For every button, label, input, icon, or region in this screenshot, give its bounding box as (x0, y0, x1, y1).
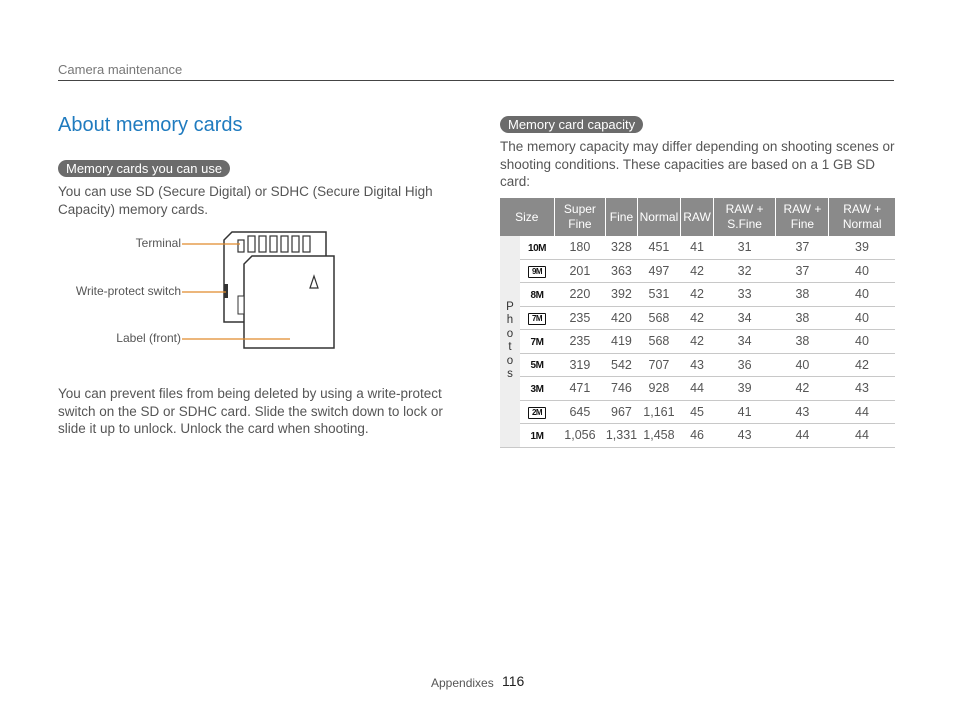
row-group-letter: h (506, 314, 514, 327)
page-title: About memory cards (58, 114, 243, 136)
capacity-cell: 645 (554, 400, 606, 424)
table-row (500, 424, 895, 448)
capacity-cell: 707 (637, 353, 681, 377)
callout-label-front: Label (front) (116, 331, 181, 345)
capacity-cell: 40 (829, 259, 895, 283)
capacity-cell: 928 (637, 377, 681, 401)
table-row (500, 283, 895, 307)
capacity-cell: 201 (554, 259, 606, 283)
capacity-cell: 180 (554, 236, 606, 259)
capacity-cell: 319 (554, 353, 606, 377)
capacity-cell: 42 (681, 306, 714, 330)
capacity-cell: 42 (681, 259, 714, 283)
table-row (500, 236, 895, 259)
capacity-cell: 235 (554, 306, 606, 330)
table-row (500, 330, 895, 354)
row-group-letter: s (507, 368, 513, 381)
intro-paragraph: You can use SD (Secure Digital) or SDHC (Secure Digital High Capacity) memory cards. (58, 184, 433, 217)
capacity-cell: 392 (606, 283, 637, 307)
capacity-cell: 40 (829, 283, 895, 307)
size-cell (520, 353, 554, 377)
capacity-cell: 451 (637, 236, 681, 259)
capacity-cell: 1,056 (554, 424, 606, 448)
page-number: 116 (502, 673, 525, 689)
row-group-letter: o (506, 354, 514, 367)
capacity-cell: 38 (776, 306, 829, 330)
resolution-7m-icon: 7M (530, 336, 544, 348)
size-cell (520, 400, 554, 424)
capacity-cell: 42 (681, 330, 714, 354)
capacity-cell: 1,331 (606, 424, 637, 448)
capacity-cell: 419 (606, 330, 637, 354)
sd-card-illustration (180, 226, 340, 356)
subsection-pill-card-capacity: Memory card capacity (500, 116, 643, 133)
col-header-fine: Fine (606, 198, 637, 236)
resolution-3m-icon: 3M (530, 383, 544, 395)
capacity-cell: 43 (681, 353, 714, 377)
capacity-cell: 235 (554, 330, 606, 354)
footer-section-label: Appendixes (431, 676, 494, 690)
capacity-cell: 37 (776, 236, 829, 259)
capacity-cell: 37 (776, 259, 829, 283)
capacity-table (500, 198, 895, 448)
capacity-cell: 42 (681, 283, 714, 307)
capacity-cell: 531 (637, 283, 681, 307)
capacity-cell: 568 (637, 306, 681, 330)
running-header: Camera maintenance (58, 62, 183, 77)
size-cell (520, 306, 554, 330)
capacity-cell: 44 (829, 424, 895, 448)
table-row (500, 306, 895, 330)
capacity-cell: 32 (713, 259, 776, 283)
capacity-cell: 34 (713, 306, 776, 330)
capacity-cell: 1,161 (637, 400, 681, 424)
capacity-cell: 38 (776, 330, 829, 354)
col-header-normal: Normal (637, 198, 681, 236)
capacity-cell: 39 (829, 236, 895, 259)
capacity-cell: 43 (776, 400, 829, 424)
col-header-super-fine: Super Fine (554, 198, 606, 236)
capacity-intro: The memory capacity may differ depending on shooting scenes or shooting conditions. These capacities are based on a 1 GB SD card: (500, 139, 895, 189)
capacity-cell: 220 (554, 283, 606, 307)
size-cell (520, 424, 554, 448)
callout-terminal: Terminal (135, 236, 181, 250)
table-row (500, 259, 895, 283)
capacity-cell: 568 (637, 330, 681, 354)
col-header-raw: RAW (681, 198, 714, 236)
table-header-row (500, 198, 895, 236)
capacity-cell: 746 (606, 377, 637, 401)
table-row (500, 377, 895, 401)
capacity-cell: 363 (606, 259, 637, 283)
write-protect-note: You can prevent files from being deleted by using a write-protect switch on the SD or SDHC card. Slide the switch down to lock or slide it up to unlock. Unlock the card when shooting. (58, 386, 443, 436)
resolution-7m-wide-icon: 7M (528, 313, 546, 325)
col-header-raw-normal: RAW + Normal (829, 198, 895, 236)
capacity-cell: 44 (776, 424, 829, 448)
subsection-pill-cards-you-can-use: Memory cards you can use (58, 160, 230, 177)
capacity-cell: 43 (829, 377, 895, 401)
resolution-2m-wide-icon: 2M (528, 407, 546, 419)
row-group-letter: P (506, 300, 514, 313)
capacity-cell: 40 (829, 306, 895, 330)
resolution-1m-icon: 1M (530, 430, 544, 442)
capacity-cell: 43 (713, 424, 776, 448)
row-group-letter: o (506, 327, 514, 340)
row-group-letter: t (508, 341, 512, 354)
capacity-cell: 33 (713, 283, 776, 307)
size-cell (520, 283, 554, 307)
col-header-raw-fine: RAW + Fine (776, 198, 829, 236)
header-divider (58, 80, 894, 81)
capacity-cell: 38 (776, 283, 829, 307)
capacity-cell: 471 (554, 377, 606, 401)
capacity-cell: 1,458 (637, 424, 681, 448)
resolution-8m-icon: 8M (530, 289, 544, 301)
size-cell (520, 259, 554, 283)
capacity-cell: 46 (681, 424, 714, 448)
capacity-cell: 542 (606, 353, 637, 377)
col-header-raw-sfine: RAW + S.Fine (713, 198, 776, 236)
resolution-10m-icon: 10M (528, 242, 546, 254)
capacity-cell: 44 (681, 377, 714, 401)
capacity-cell: 41 (713, 400, 776, 424)
size-cell (520, 330, 554, 354)
resolution-5m-icon: 5M (530, 360, 544, 372)
capacity-cell: 44 (829, 400, 895, 424)
capacity-cell: 967 (606, 400, 637, 424)
capacity-cell: 31 (713, 236, 776, 259)
capacity-cell: 40 (829, 330, 895, 354)
table-row (500, 353, 895, 377)
capacity-cell: 40 (776, 353, 829, 377)
table-row (500, 400, 895, 424)
capacity-cell: 45 (681, 400, 714, 424)
size-cell (520, 236, 554, 259)
row-group-label-photos (500, 236, 520, 447)
capacity-cell: 41 (681, 236, 714, 259)
capacity-cell: 34 (713, 330, 776, 354)
size-cell (520, 377, 554, 401)
capacity-cell: 42 (776, 377, 829, 401)
col-header-size: Size (500, 198, 554, 236)
capacity-cell: 497 (637, 259, 681, 283)
capacity-cell: 39 (713, 377, 776, 401)
capacity-cell: 42 (829, 353, 895, 377)
callout-write-protect-switch: Write-protect switch (75, 284, 181, 298)
capacity-cell: 36 (713, 353, 776, 377)
capacity-cell: 328 (606, 236, 637, 259)
resolution-9m-wide-icon: 9M (528, 266, 546, 278)
capacity-cell: 420 (606, 306, 637, 330)
